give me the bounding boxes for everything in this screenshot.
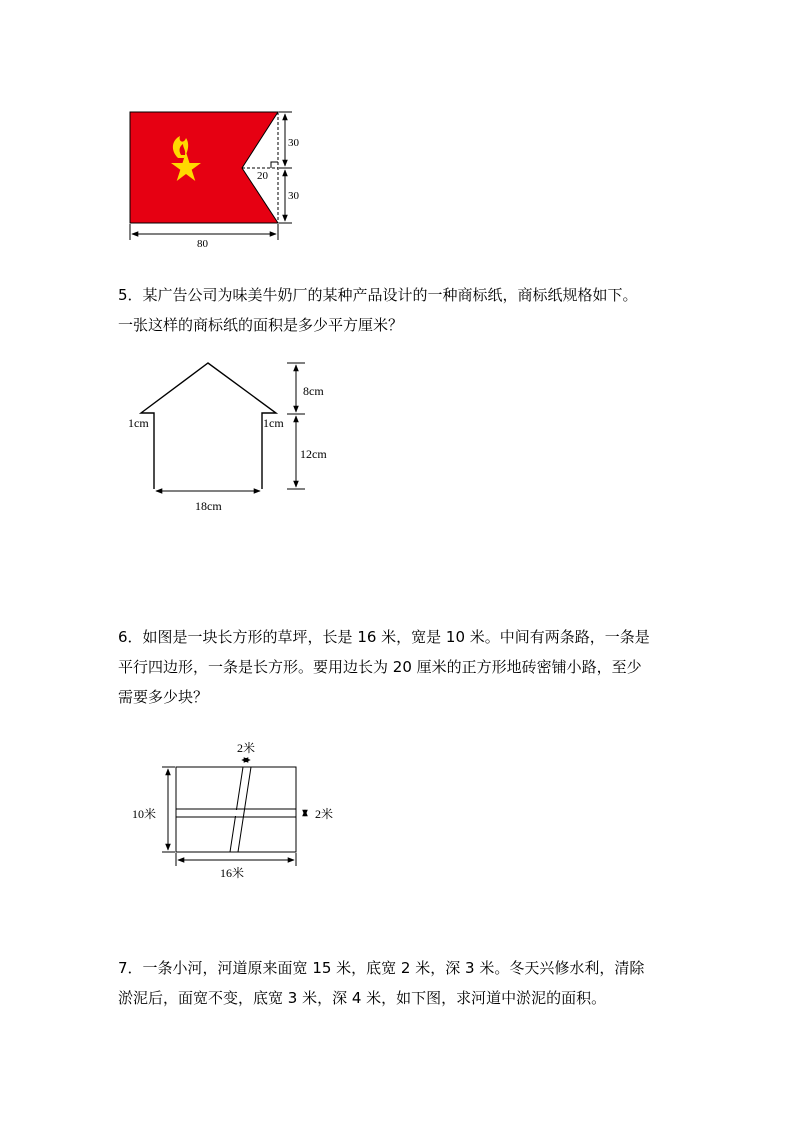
q5-line1: 5．某广告公司为味美牛奶厂的某种产品设计的一种商标纸，商标纸规格如下。 — [118, 286, 638, 304]
q5-line2: 一张这样的商标纸的面积是多少平方厘米？ — [118, 316, 404, 334]
lawn-figure — [120, 735, 350, 885]
flag-shape — [130, 112, 278, 223]
lawn-dim-road-right: 2米 — [315, 807, 334, 821]
flag-dim-top: 30 — [288, 137, 299, 149]
label-dim-left-eave: 1cm — [128, 416, 149, 430]
lawn-dim-width: 16米 — [220, 866, 245, 880]
q6-line3: 需要多少块？ — [118, 688, 209, 706]
lawn-dim-height: 10米 — [132, 807, 157, 821]
q7-line2: 淤泥后，面宽不变，底宽 3 米，深 4 米，如下图，求河道中淤泥的面积。 — [118, 989, 607, 1007]
question-5 — [118, 280, 678, 340]
q7-line1: 7．一条小河，河道原来面宽 15 米，底宽 2 米，深 3 米。冬天兴修水利，清除 — [118, 959, 645, 977]
label-dim-body: 12cm — [300, 447, 327, 461]
flag-dim-bottom: 30 — [288, 190, 299, 202]
label-dim-width: 18cm — [195, 499, 222, 513]
label-shape — [141, 363, 276, 489]
flag-dim-width: 80 — [197, 238, 208, 250]
flag-figure — [120, 100, 320, 250]
question-7 — [118, 953, 678, 1013]
flag-dim-notch: 20 — [257, 170, 268, 182]
q6-line2: 平行四边形，一条是长方形。要用边长为 20 厘米的正方形地砖密铺小路，至少 — [118, 658, 642, 676]
q6-line1: 6．如图是一块长方形的草坪，长是 16 米，宽是 10 米。中间有两条路，一条是 — [118, 628, 650, 646]
lawn-dim-road-top: 2米 — [237, 741, 256, 755]
label-dim-right-eave: 1cm — [263, 416, 284, 430]
question-6 — [118, 622, 678, 712]
label-figure — [120, 355, 340, 520]
label-dim-roof: 8cm — [303, 384, 324, 398]
